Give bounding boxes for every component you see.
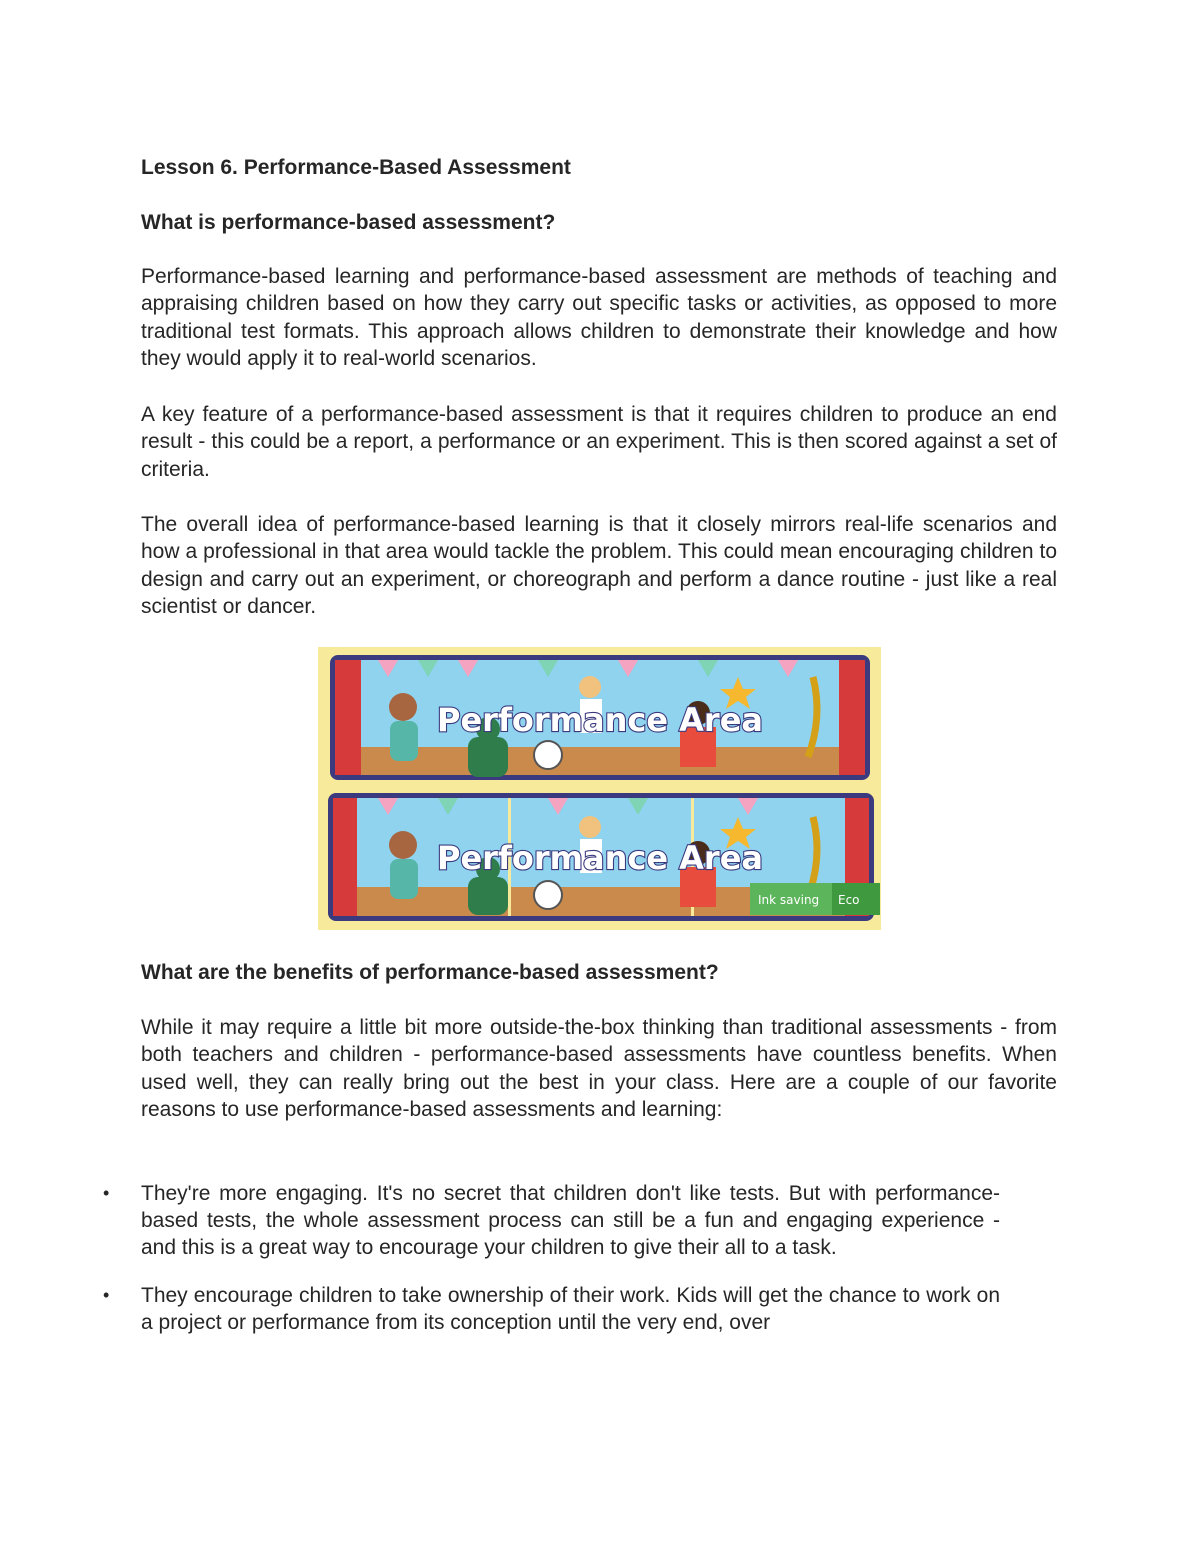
- badge-ink-saving-text: Ink saving: [758, 893, 820, 907]
- list-item-text: They're more engaging. It's no secret that children don't like tests. But with performance-based tests, the whole assessment process can still be a fun and engaging experience - and this is a great way to encourage your children to give their all to a task.: [141, 1182, 1000, 1259]
- banner-title-top: Performance Area: [437, 701, 763, 739]
- bullet-icon: •: [103, 1285, 110, 1305]
- banner-title-bottom: Performance Area: [437, 839, 763, 877]
- ink-saving-badge: [750, 883, 880, 915]
- banner-illustration: [318, 647, 881, 930]
- benefits-list: [100, 1180, 1000, 1357]
- badge-eco-text: Eco: [838, 893, 860, 907]
- paragraph-benefits-intro: While it may require a little bit more outside-the-box thinking than traditional assessments - from both teachers and children - performance-based assessments have countless benefits. When used well, they can really bring out the best in your class. Here are a couple of our favorite reasons to use performance-based assessments and learning:: [141, 1016, 1057, 1122]
- list-item: [100, 1180, 1000, 1261]
- performance-area-banner-image: [318, 647, 881, 930]
- paragraph-definition: Performance-based learning and performance-based assessment are methods of teaching and appraising children based on how they carry out specific tasks or activities, as opposed to more traditional test formats. This approach allows children to demonstrate their knowledge and how they would apply it to real-world scenarios.: [141, 265, 1057, 371]
- paragraph-overall-idea: The overall idea of performance-based learning is that it closely mirrors real-life scenarios and how a professional in that area would tackle the problem. This could mean encouraging children to design and carry out an experiment, or choreograph and perform a dance routine - just like a real scientist or dancer.: [141, 513, 1057, 619]
- question-heading-what-is: What is performance-based assessment?: [141, 211, 556, 234]
- lesson-heading: Lesson 6. Performance-Based Assessment: [141, 156, 571, 179]
- paragraph-key-feature: A key feature of a performance-based assessment is that it requires children to produce an end result - this could be a report, a performance or an experiment. This is then scored against a set of criteria.: [141, 403, 1057, 481]
- question-heading-benefits: What are the benefits of performance-based assessment?: [141, 961, 719, 984]
- list-item: [100, 1282, 1000, 1336]
- list-item-text: They encourage children to take ownership of their work. Kids will get the chance to work on a project or performance from its conception until the very end, over: [141, 1284, 1000, 1334]
- bullet-icon: •: [103, 1183, 110, 1203]
